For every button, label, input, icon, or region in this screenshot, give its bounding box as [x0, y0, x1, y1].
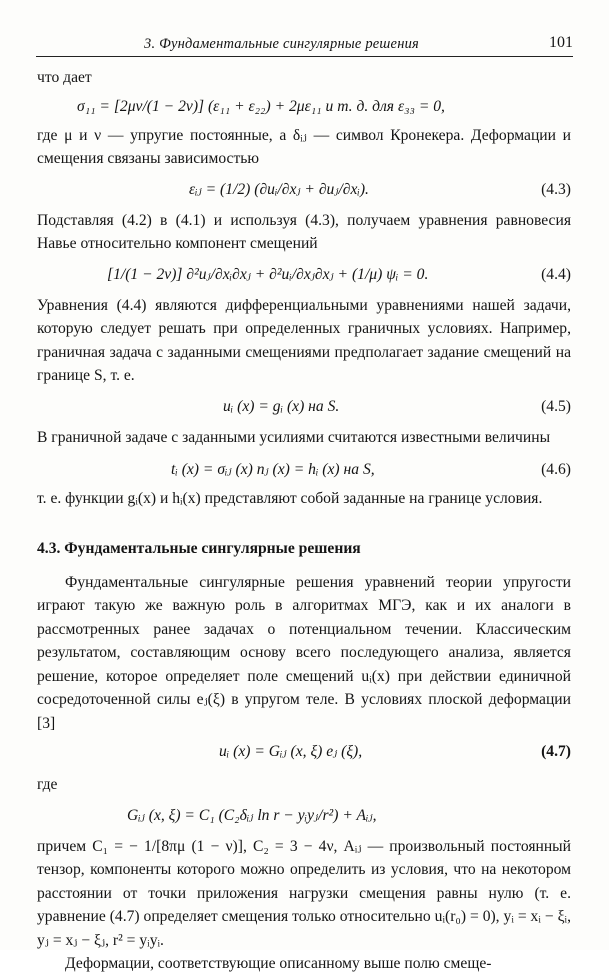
equation-4-5-number: (4.5) [541, 397, 571, 415]
paragraph-functions: т. е. функции gᵢ(x) и hᵢ(x) представляют собой заданные на границе условия. [37, 490, 543, 507]
paragraph-navier: Подставляя (4.2) в (4.1) и используя (4.3), получаем уравнения равновесия Навье относительно компонент смещений [37, 211, 571, 252]
paragraph-boundary-tractions: В граничной задаче с заданными усилиями считаются известными величины [37, 428, 551, 446]
equation-4-5 [37, 394, 571, 420]
equation-4-4-expression: [1/(1 − 2ν)] ∂²uⱼ/∂xᵢ∂xⱼ + ∂²uᵢ/∂xⱼ∂xⱼ + (1/μ) ψᵢ = 0. [107, 265, 429, 283]
equation-4-6-number: (4.6) [541, 461, 571, 478]
page-body [37, 66, 571, 976]
paragraph-deformations: Деформации, соответствующие описанному выше полю смеще- [65, 955, 492, 972]
equation-4-5-expression: uᵢ (x) = gᵢ (x) на S. [223, 397, 340, 415]
paragraph-fundamental-solutions: Фундаментальные сингулярные решения уравнений теории упругости играют такую же важную роль в алгоритмах МГЭ, как и их аналоги в рассмотренных ранее задачах о потенциальном течении. Классическим результатом, составляющим основу всего последующего анализа, является решение, которое определяет поле смещений uᵢ(x) при действии единичной сосредоточенной силы eⱼ(ξ) в упругом теле. В условиях плоской деформации [3] [37, 573, 571, 732]
equation-green-function [37, 803, 571, 829]
running-header [36, 34, 573, 57]
equation-sigma-expression: σ₁₁ = [2μν/(1 − 2ν)] (ε₁₁ + ε₂₂) + 2με₁₁ и т. д. для ε₃₃ = 0, [77, 97, 445, 115]
equation-4-7-expression: uᵢ (x) = Gᵢⱼ (x, ξ) eⱼ (ξ), [219, 743, 363, 760]
equation-4-3 [37, 177, 571, 203]
equation-4-3-number: (4.3) [541, 180, 571, 198]
equation-4-6-expression: tᵢ (x) = σᵢⱼ (x) nⱼ (x) = hᵢ (x) на S, [171, 461, 375, 478]
equation-sigma [37, 94, 571, 120]
paragraph-boundary-displacements: Уравнения (4.4) являются дифференциальными уравнениями нашей задачи, которую следует решать при определенных граничных условиях. Например, граничная задача с заданными смещениями предполагает задание смещений на границе S, т. е. [37, 296, 571, 384]
equation-4-7 [37, 739, 571, 765]
paragraph-intro: что дает [37, 69, 92, 86]
equation-4-4-number: (4.4) [541, 265, 571, 283]
equation-4-6 [37, 457, 571, 483]
paragraph-where: где [37, 776, 58, 793]
equation-4-3-expression: εᵢⱼ = (1/2) (∂uᵢ/∂xⱼ + ∂uⱼ/∂xᵢ). [189, 180, 369, 198]
equation-4-7-number: (4.7) [541, 743, 571, 760]
equation-4-4 [37, 262, 571, 288]
equation-green-function-expression: Gᵢⱼ (x, ξ) = C₁ (C₂δᵢⱼ ln r − yᵢyⱼ/r²) + Aᵢⱼ, [127, 806, 377, 824]
section-heading: 4.3. Фундаментальные сингулярные решения [37, 539, 361, 557]
paragraph-constants: где μ и ν — упругие постоянные, а δᵢⱼ — символ Кронекера. Деформации и смещения связаны зависимостью [37, 126, 571, 167]
running-header-title: 3. Фундаментальные сингулярные решения [144, 36, 419, 52]
page-number: 101 [549, 34, 573, 51]
paragraph-constants-definition: причем C₁ = − 1/[8πμ (1 − ν)], C₂ = 3 − 4ν, Aᵢⱼ — произвольный постоянный тензор, компоненты которого можно определить из условия, что на некотором расстоянии от точки приложения нагрузки смещения равны нулю (т. е. уравнение (4.7) определяет смещения только относительно uᵢ(r₀) = 0), yᵢ = xᵢ − ξᵢ, yⱼ = xⱼ − ξⱼ, r² = yᵢyᵢ. [37, 837, 571, 949]
